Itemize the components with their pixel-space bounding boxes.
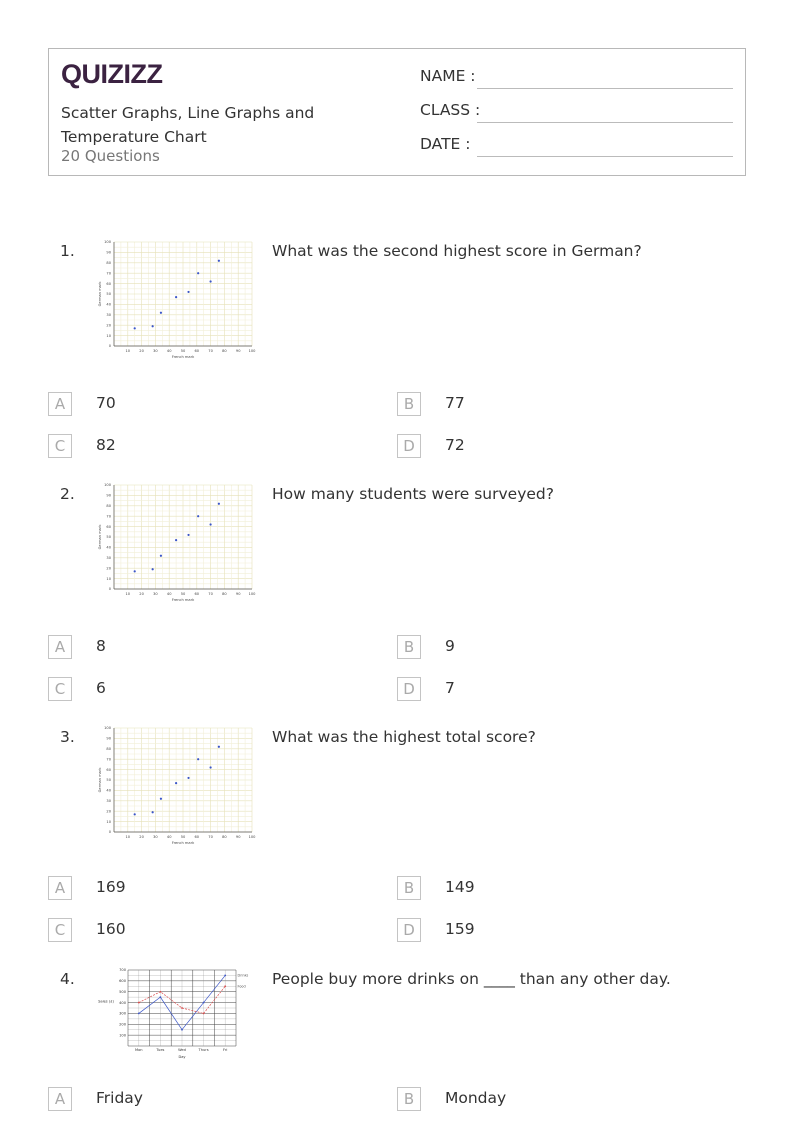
option-letter: A: [48, 392, 72, 416]
question-count: 20 Questions: [61, 147, 160, 165]
line-graph-image: [94, 966, 256, 1066]
y-tick-label: 0: [108, 587, 111, 592]
scatter-point: [134, 570, 136, 572]
scatter-point: [218, 260, 220, 262]
scatter-point: [175, 539, 177, 541]
x-tick-label: 100: [248, 349, 256, 353]
option-text: 70: [96, 394, 116, 412]
x-axis-label: French mark: [171, 841, 195, 845]
option-letter: A: [48, 876, 72, 900]
scatter-point: [187, 534, 189, 536]
series-point: [203, 1002, 205, 1004]
x-tick-label: 40: [166, 835, 172, 839]
option-text: 160: [96, 920, 126, 938]
legend-label: Drinks: [237, 973, 249, 978]
option-text: Monday: [445, 1089, 507, 1107]
series-point: [160, 996, 162, 998]
x-tick-label: 50: [180, 835, 186, 839]
x-tick-label: 50: [180, 592, 186, 596]
y-tick-label: 0: [108, 830, 111, 835]
option-letter: B: [397, 392, 421, 416]
x-tick-label: 90: [235, 592, 241, 596]
series-point: [181, 1007, 183, 1009]
y-tick-label: 60: [106, 281, 111, 286]
y-tick-label: 0: [108, 344, 111, 349]
option-letter: B: [397, 1087, 421, 1111]
question-text: What was the highest total score?: [272, 728, 536, 746]
y-tick-label: 10: [106, 576, 111, 581]
option-letter: C: [48, 434, 72, 458]
x-tick-label: 20: [139, 349, 144, 353]
x-tick-label: 70: [208, 835, 213, 839]
scatter-graph-image: [94, 479, 256, 603]
option-text: 7: [445, 679, 455, 697]
x-tick-label: 20: [139, 592, 144, 596]
y-axis-label: German mark: [98, 281, 102, 307]
x-tick-label: 30: [153, 349, 158, 353]
option-letter: B: [397, 876, 421, 900]
question-number: 4.: [60, 970, 75, 988]
option-letter: D: [397, 677, 421, 701]
option-text: 72: [445, 436, 465, 454]
scatter-graph-image: [94, 722, 256, 846]
scatter-point: [134, 813, 136, 815]
x-tick-label: 90: [235, 835, 241, 839]
series-point: [138, 1013, 140, 1015]
date-line: [477, 156, 733, 157]
option-text: 149: [445, 878, 475, 896]
x-axis-label: Day: [178, 1055, 186, 1059]
class-label: CLASS :: [420, 101, 481, 119]
series-point: [224, 975, 226, 977]
scatter-point: [187, 291, 189, 293]
y-tick-label: 700: [119, 968, 126, 973]
name-line: [477, 88, 733, 89]
scatter-point: [175, 782, 177, 784]
x-tick-label: 60: [194, 835, 200, 839]
scatter-point: [152, 325, 154, 327]
scatter-point: [210, 766, 212, 768]
series-point: [138, 1002, 140, 1004]
y-tick-label: 20: [106, 809, 111, 814]
x-tick-label: 40: [166, 349, 172, 353]
x-axis-label: French mark: [171, 355, 195, 359]
y-tick-label: 100: [104, 240, 111, 245]
x-tick-label: 100: [248, 835, 256, 839]
x-tick-label: Wed: [178, 1048, 186, 1052]
y-tick-label: 70: [106, 757, 111, 762]
option-letter: D: [397, 434, 421, 458]
x-tick-label: Fri: [223, 1048, 228, 1052]
y-axis-label: German mark: [98, 524, 102, 550]
x-tick-label: 70: [208, 592, 213, 596]
x-tick-label: 80: [222, 592, 227, 596]
option-letter: D: [397, 918, 421, 942]
x-tick-label: 80: [222, 349, 227, 353]
name-label: NAME :: [420, 67, 476, 85]
y-tick-label: 90: [106, 736, 111, 741]
date-label: DATE :: [420, 135, 471, 153]
option-text: 82: [96, 436, 116, 454]
x-tick-label: 10: [125, 349, 131, 353]
series-point: [181, 1029, 183, 1031]
option-text: 169: [96, 878, 126, 896]
y-tick-label: 40: [106, 545, 111, 550]
question-number: 3.: [60, 728, 75, 746]
y-axis-label: German mark: [98, 767, 102, 793]
y-tick-label: 80: [106, 747, 111, 751]
scatter-point: [175, 296, 177, 298]
y-tick-label: 20: [106, 566, 111, 571]
option-text: 77: [445, 394, 465, 412]
x-tick-label: 10: [125, 592, 131, 596]
scatter-point: [134, 327, 136, 329]
y-tick-label: 90: [106, 493, 111, 498]
y-tick-label: 70: [106, 271, 111, 276]
y-tick-label: 40: [106, 788, 111, 793]
y-tick-label: 30: [106, 799, 111, 803]
scatter-point: [160, 312, 162, 314]
x-tick-label: 90: [235, 349, 241, 353]
question-text: How many students were surveyed?: [272, 485, 554, 503]
y-tick-label: 200: [119, 1022, 126, 1027]
scatter-point: [152, 811, 154, 813]
x-tick-label: Tues: [156, 1048, 165, 1052]
x-tick-label: 30: [153, 835, 158, 839]
x-tick-label: Mon: [135, 1048, 143, 1052]
x-tick-label: 30: [153, 592, 158, 596]
option-text: 6: [96, 679, 106, 697]
y-tick-label: 100: [119, 1033, 126, 1038]
quizizz-logo: QUIZIZZ: [61, 59, 163, 89]
y-tick-label: 30: [106, 556, 111, 560]
option-letter: A: [48, 635, 72, 659]
y-tick-label: 20: [106, 323, 111, 328]
y-tick-label: 10: [106, 333, 111, 338]
scatter-graph-image: [94, 236, 256, 360]
y-tick-label: 40: [106, 302, 111, 307]
option-text: Friday: [96, 1089, 143, 1107]
scatter-point: [197, 515, 199, 517]
scatter-point: [218, 746, 220, 748]
x-tick-label: 40: [166, 592, 172, 596]
option-text: 159: [445, 920, 475, 938]
y-tick-label: 100: [104, 483, 111, 488]
x-tick-label: 80: [222, 835, 227, 839]
y-tick-label: 50: [106, 292, 111, 297]
scatter-point: [210, 280, 212, 282]
scatter-point: [197, 272, 199, 274]
worksheet-header: [48, 48, 746, 176]
y-tick-label: 300: [119, 1011, 126, 1016]
class-line: [477, 122, 733, 123]
x-axis-label: French mark: [171, 598, 195, 602]
series-point: [224, 985, 226, 987]
y-tick-label: 50: [106, 778, 111, 783]
question-text: People buy more drinks on ____ than any other day.: [272, 970, 671, 988]
worksheet-title: Scatter Graphs, Line Graphs and Temperature Chart: [61, 104, 315, 146]
option-text: 8: [96, 637, 106, 655]
y-tick-label: 80: [106, 261, 111, 265]
x-tick-label: 10: [125, 835, 131, 839]
x-tick-label: 70: [208, 349, 213, 353]
x-tick-label: 60: [194, 349, 200, 353]
y-tick-label: 10: [106, 819, 111, 824]
y-tick-label: 60: [106, 524, 111, 529]
scatter-point: [152, 568, 154, 570]
scatter-point: [218, 503, 220, 505]
question-number: 2.: [60, 485, 75, 503]
option-letter: A: [48, 1087, 72, 1111]
option-letter: C: [48, 677, 72, 701]
series-point: [160, 991, 162, 993]
question-number: 1.: [60, 242, 75, 260]
x-tick-label: 20: [139, 835, 144, 839]
series-point: [203, 1013, 205, 1015]
y-tick-label: 80: [106, 504, 111, 508]
y-tick-label: 400: [119, 1000, 126, 1005]
x-tick-label: 50: [180, 349, 186, 353]
y-tick-label: 60: [106, 767, 111, 772]
scatter-point: [210, 523, 212, 525]
y-tick-label: 50: [106, 535, 111, 540]
y-tick-label: 500: [119, 989, 126, 994]
legend-label: Food: [237, 984, 246, 989]
x-tick-label: Thurs: [198, 1048, 209, 1052]
option-letter: C: [48, 918, 72, 942]
scatter-point: [197, 758, 199, 760]
question-text: What was the second highest score in German?: [272, 242, 642, 260]
scatter-point: [187, 777, 189, 779]
y-tick-label: 100: [104, 726, 111, 731]
option-letter: B: [397, 635, 421, 659]
y-tick-label: 90: [106, 250, 111, 255]
y-tick-label: 70: [106, 514, 111, 519]
scatter-point: [160, 798, 162, 800]
option-text: 9: [445, 637, 455, 655]
x-tick-label: 60: [194, 592, 200, 596]
y-tick-label: 30: [106, 313, 111, 317]
y-tick-label: 600: [119, 979, 126, 984]
scatter-point: [160, 555, 162, 557]
y-axis-label: Sales (£): [98, 999, 114, 1004]
x-tick-label: 100: [248, 592, 256, 596]
